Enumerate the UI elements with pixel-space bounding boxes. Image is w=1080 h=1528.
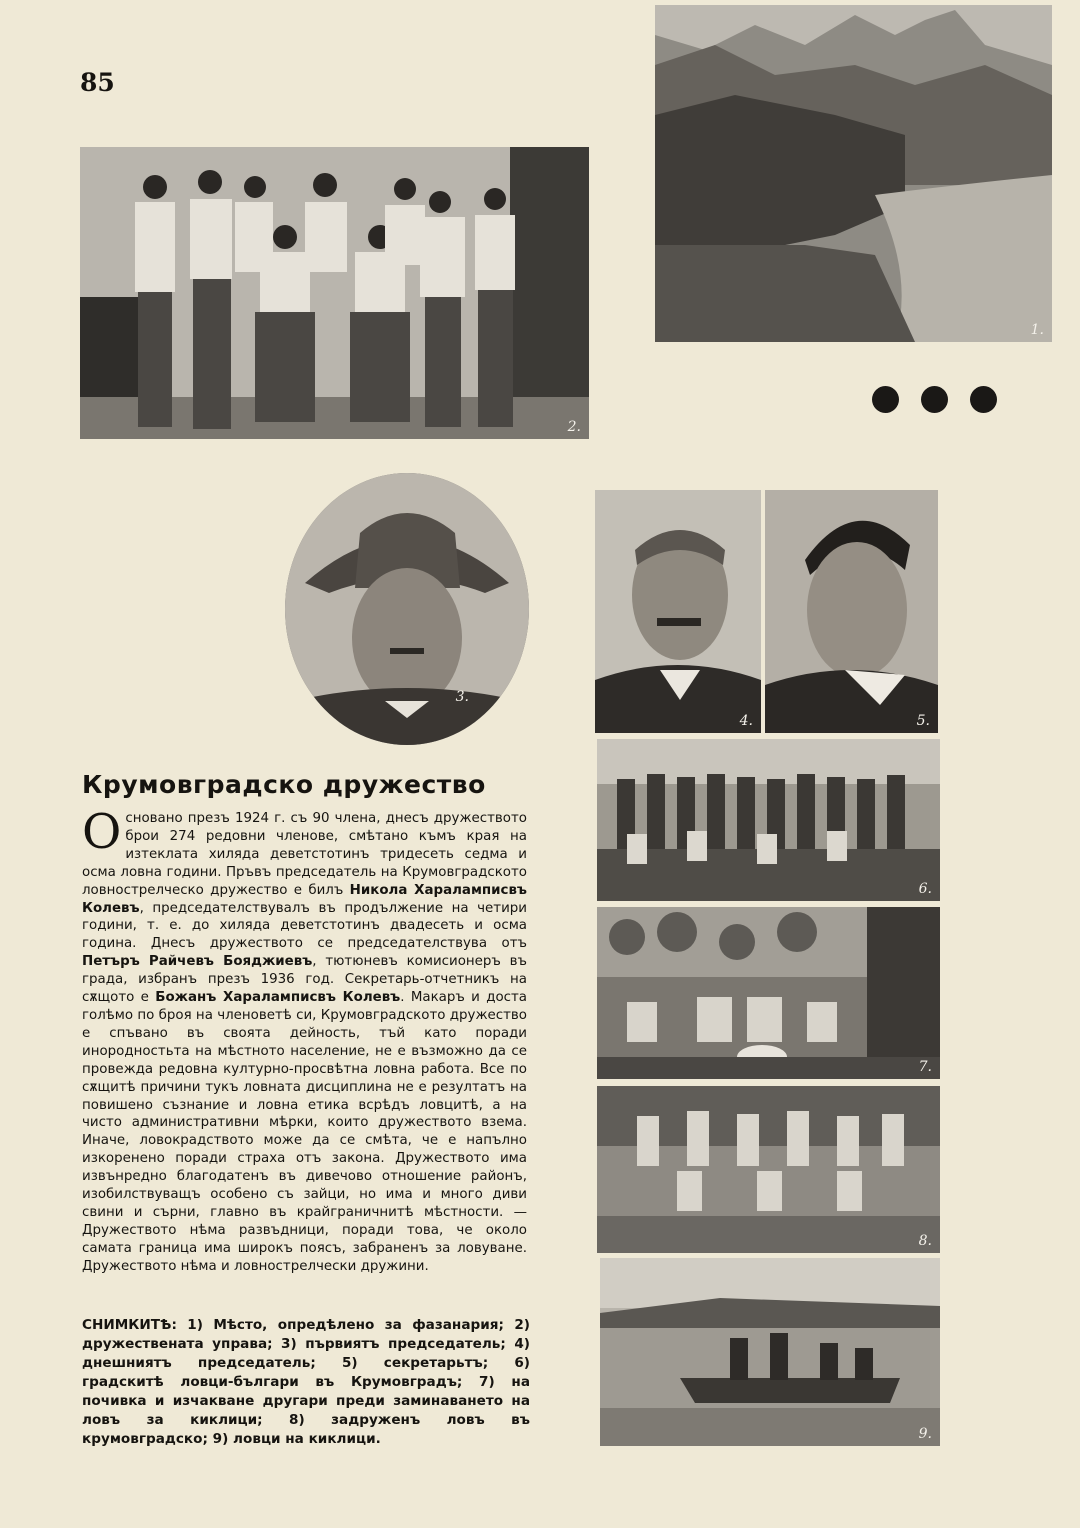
photo-captions: СНИМКИТѢ: 1) Мѣсто, опредѣлено за фазанария; 2) дружествената управа; 3) първиятъ председатель; 4) днешниятъ председатель; 5) секретарьтъ; 6) градскитѣ ловци-българи въ Крумовградъ; 7) на почивка и изчакване другари преди заминаването на ловъ за киклици; 8) задруженъ ловъ въ крумовградско; 9) ловци на киклици.: [82, 1317, 530, 1447]
article-title: Крумовградско дружество: [82, 770, 486, 799]
body-segment: , председателствувалъ въ продължение на четири години, т. е. до хиляда деветстотинъ двадесеть и осма година. Днесъ дружеството се председателствува отъ: [82, 900, 527, 952]
dot: [970, 386, 997, 413]
photo-number: 1.: [1030, 322, 1044, 338]
photo-number: 3.: [455, 689, 469, 705]
photo-boat-hunters: [600, 1258, 940, 1446]
photo-first-chairman-portrait: [285, 473, 529, 745]
dot: [921, 386, 948, 413]
photo-number: 5.: [916, 713, 930, 729]
person-name: Божанъ Хараламписвъ Колевъ: [155, 990, 401, 1006]
photo-town-hunters-group: [597, 739, 940, 901]
body-segment: . Макаръ и доста голѣмо по броя на членоветѣ си, Крумовградското дружество е спъвано въ своята дейность, тъй като поради инородностьта на мѣстното население, не е възможно да се провежда редовна културно-просвѣтна ловна работа. Все по сѫщитѣ причини тукъ ловната дисциплина не е резултатъ на повишено съзнание и ловна етика всрѣдъ ловцитѣ, а на чисто административни мѣрки, които дружеството взема. Иначе, ловокрадството може да се смѣта, че е напълно изкоренено поради страха отъ закона. Дружеството има извънредно благодатенъ въ дивечово отношение районъ, изобилствуващъ особено съ зайци, но има и много диви свини и сърни, главно въ крайграничнитѣ мѣстности. — Дружеството нѣма развъдници, поради това, че около самата граница има широкъ поясъ, забраненъ за ловуване. Дружеството нѣма и ловнострелчески дружини.: [82, 990, 528, 1274]
photo-landscape-pheasantry: [655, 5, 1052, 342]
photo-society-board: [80, 147, 589, 439]
dot: [872, 386, 899, 413]
photo-resting-hunters: [597, 907, 940, 1079]
photo-number: 8.: [918, 1233, 932, 1249]
photo-secretary-portrait: [765, 490, 938, 733]
photo-current-chairman-portrait: [595, 490, 761, 733]
drop-cap: О: [82, 804, 122, 860]
page-number: 85: [80, 68, 115, 97]
person-name: Никола Хараламписвъ Колевъ: [82, 882, 527, 916]
photo-number: 9.: [918, 1426, 932, 1442]
person-name: Петъръ Райчевъ Бояджиевъ: [82, 954, 313, 970]
body-segment: , тютюневъ комисионеръ въ града, избранъ презъ 1936 год. Секретарь-отчетникъ на сѫщото е: [82, 954, 527, 1006]
photo-number: 7.: [918, 1059, 932, 1075]
photo-number: 6.: [918, 881, 932, 897]
photo-number: 2.: [567, 419, 581, 435]
photo-number: 4.: [739, 713, 753, 729]
photo-joint-hunt-group: [597, 1086, 940, 1253]
body-segment: сновано презъ 1924 г. съ 90 члена, днесъ дружеството брои 274 редовни членове, смѣтано къмъ края на изтеклата хиляда деветстотинъ тридесеть седма и осма ловна години. Пръвъ председатель на Крумовградското ловнострелческо дружество е билъ: [82, 811, 527, 898]
article-body: [82, 804, 528, 1276]
